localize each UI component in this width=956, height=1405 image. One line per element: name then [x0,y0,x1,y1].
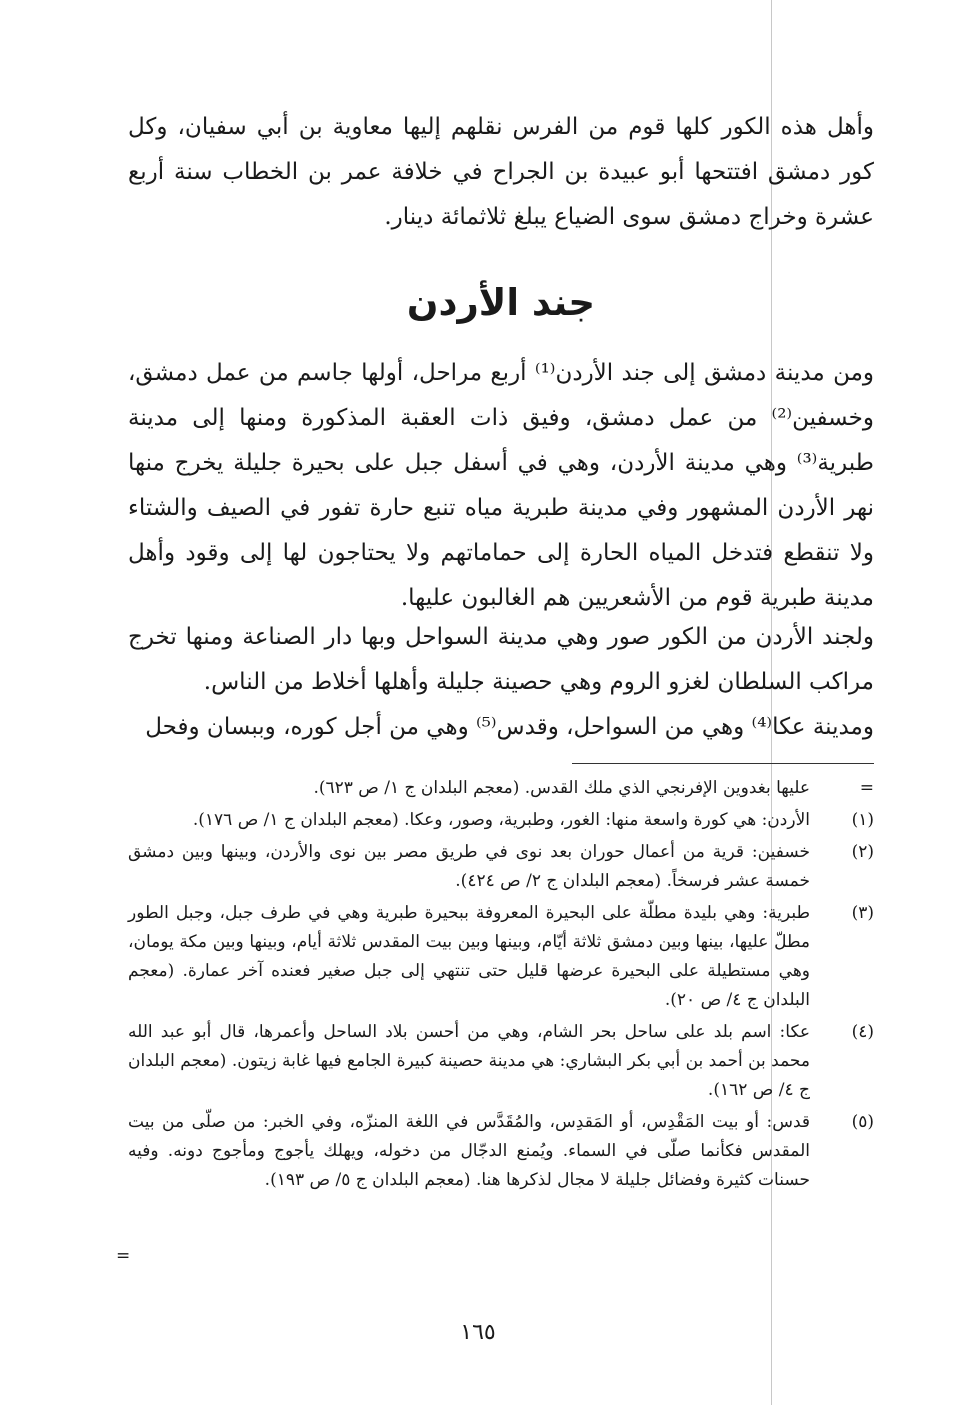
footnote-separator [572,763,874,764]
footnote-marker: = [859,778,874,798]
footnote-number: (١) [851,810,874,830]
footnote-4 [128,1018,874,1105]
footnote-3 [128,899,874,1015]
section-heading: جند الأردن [406,280,596,324]
footnote-text: قدس: أو بيت المَقْدِس، أو المَقدِس، والمُقَدَّس في اللغة المنزّه، وفي الخبر: من صلّى من بيت المقدس فكأنما صلّى في السماء. ويُمنع الدجّال من دخوله، ويهلك يأجوج ومأجوج دونه. وفيه حسنات كثيرة وفضائل جليلة لا مجال لذكرها هنا. (معجم البلدان ج ٥/ ص ١٩٣). [128,1112,810,1190]
footnote-text: عكا: اسم بلد على ساحل بحر الشام، وهي من أحسن بلاد الساحل وأعمرها، قال أبو عبد الله محمد بن أحمد بن أبي بكر البشاري: هي مدينة حصينة كبيرة الجامع فيها غابة زيتون. (معجم البلدان ج ٤/ ص ١٦٢). [128,1022,810,1100]
body-paragraph-1: وأهل هذه الكور كلها قوم من الفرس نقلهم إليها معاوية بن أبي سفيان، وكل كور دمشق افتتحها أبو عبيدة بن الجراح في خلافة عمر بن الخطاب سنة أربع عشرة وخراج دمشق سوى الضياع يبلغ ثلاثمائة دينار. [128,114,874,230]
footnote-text: طبرية: وهي بليدة مطلّة على البحيرة المعروفة ببحيرة طبرية وهي في طرف جبل، وجبل الطور مطلّ عليها، بينها وبين دمشق ثلاثة أيّام، وبينها وبين بيت المقدس ثلاثة أيام، وبينها وبين مكة يومان، وهي مستطيلة على البحيرة عرضها قليل حتى تنتهي إلى جبل صغير فعنده آخر عمارة. (معجم البلدان ج ٤/ ص ٢٠). [128,903,810,1010]
footnote-continuation-mark: = [116,1246,131,1266]
footnote-text: الأردن: هي كورة واسعة منها: الغور، وطبرية، وصور، وعكا. (معجم البلدان ج ١/ ص ١٧٦). [192,810,810,830]
page-number: ١٦٥ [460,1320,496,1345]
footnote-text: عليها بغدوين الإفرنجي الذي ملك القدس. (معجم البلدان ج ١/ ص ٦٢٣). [313,778,810,798]
footnote-number: (٣) [851,903,874,923]
footnote-5 [128,1108,874,1195]
body-paragraph-2: ومن مدينة دمشق إلى جند الأردن⁽¹⁾ أربع مراحل، أولها جاسم من عمل دمشق، وخسفين⁽²⁾ من عمل دمشق، وفيق ذات العقبة المذكورة ومنها إلى مدينة طبرية⁽³⁾ وهي مدينة الأردن، وهي في أسفل جبل على بحيرة جليلة يخرج منها نهر الأردن المشهور وفي مدينة طبرية مياه تنبع حارة تفور في الصيف والشتاء ولا تنقطع فتدخل المياه الحارة إلى حماماتهم ولا يحتاجون لها إلى وقود وأهل مدينة طبرية قوم من الأشعريين هم الغالبون عليها. [128,360,874,611]
footnote-number: (٤) [851,1022,874,1042]
body-paragraph-4: ومدينة عكا⁽⁴⁾ وهي من السواحل، وقدس⁽⁵⁾ وهي من أجل كوره، وببسان وفحل [145,714,874,740]
footnote-2 [128,838,874,896]
footnotes-section [128,774,874,1198]
footnote-number: (٥) [851,1112,874,1132]
footnote-number: (٢) [851,842,874,862]
footnote-text: خسفين: قرية من أعمال حوران بعد نوى في طريق مصر بين نوى والأردن، وبينها وبين دمشق خمسة عشر فرسخاً. (معجم البلدان ج ٢/ ص ٤٢٤). [128,842,810,891]
footnote-1 [128,806,874,835]
footnote-continued [128,774,874,803]
body-paragraph-3: ولجند الأردن من الكور صور وهي مدينة السواحل وبها دار الصناعة ومنها تخرج مراكب السلطان لغزو الروم وهي حصينة جليلة وأهلها أخلاط من الناس. [128,624,874,695]
